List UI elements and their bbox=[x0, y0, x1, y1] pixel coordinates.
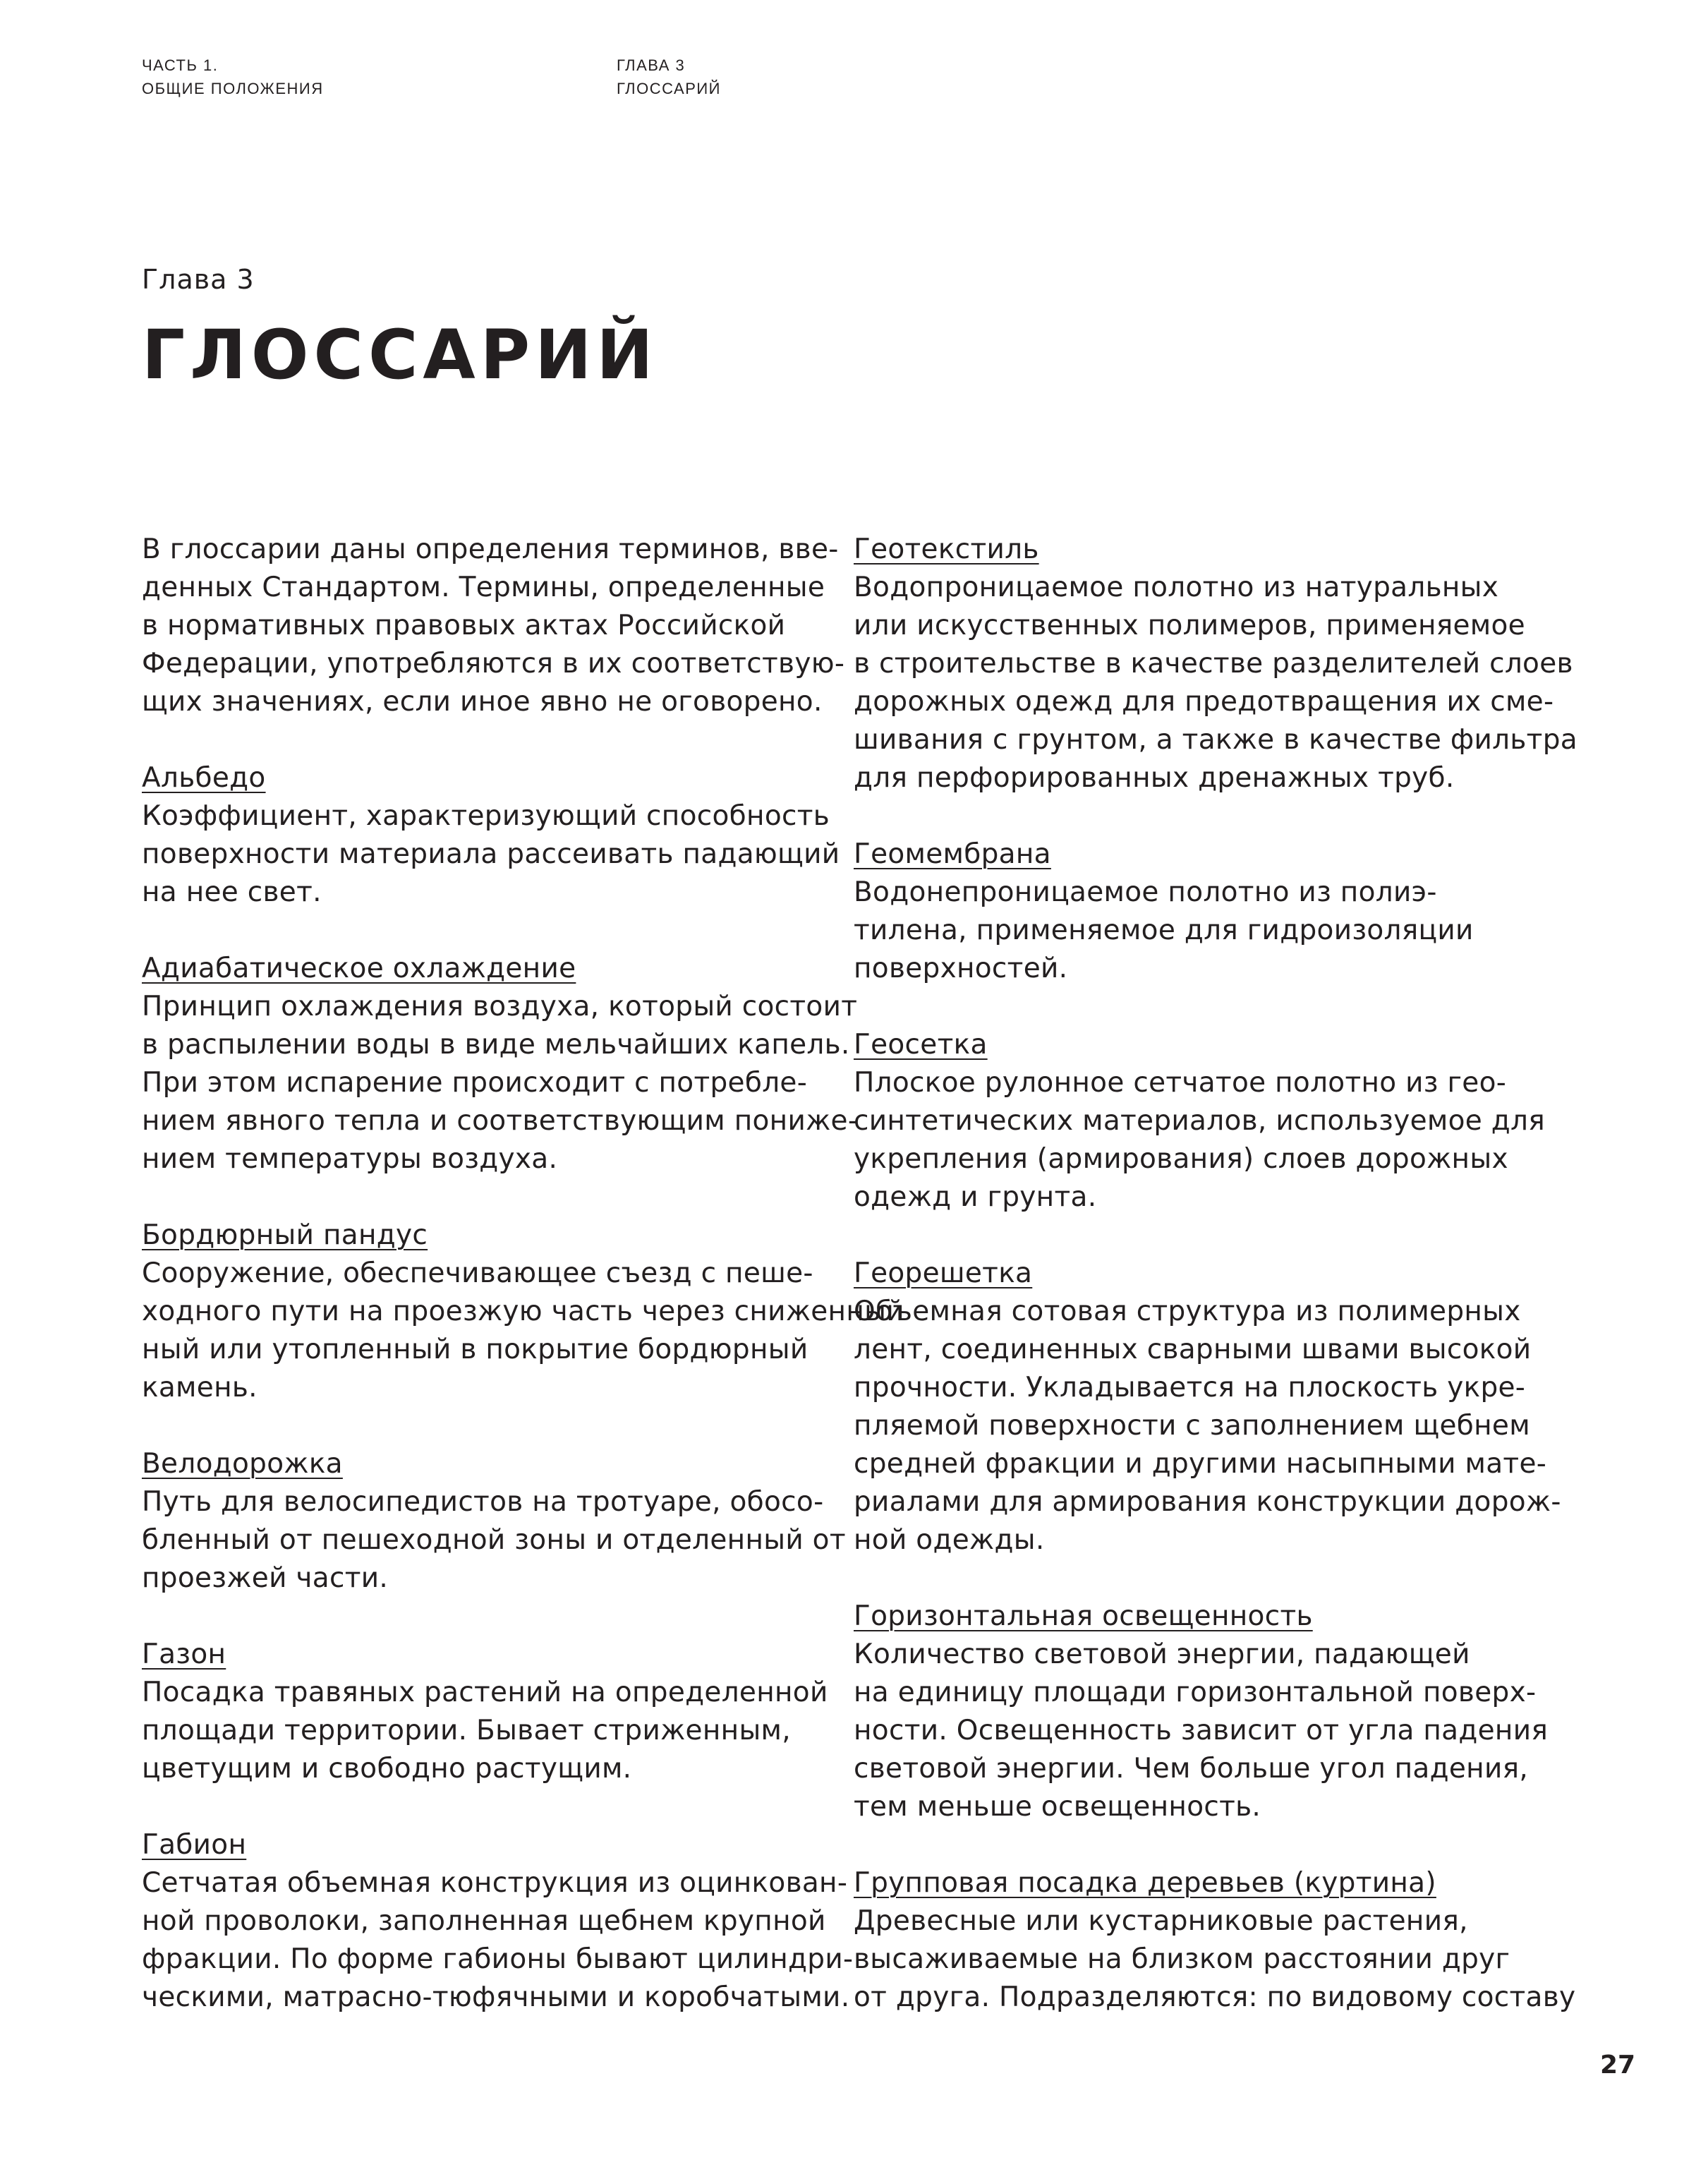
definition-line: световой энергии. Чем больше угол падения, bbox=[854, 1753, 1529, 1785]
glossary-entry-geogrid bbox=[854, 1026, 1546, 1217]
definition-line: камень. bbox=[142, 1372, 258, 1404]
glossary-term: Геосетка bbox=[854, 1029, 988, 1061]
definition-line: риалами для армирования конструкции дорож- bbox=[854, 1486, 1561, 1518]
definition-line: нием температуры воздуха. bbox=[142, 1143, 558, 1175]
definition-line: поверхности материала рассеивать падающий bbox=[142, 838, 840, 870]
page-number: 27 bbox=[1600, 2051, 1636, 2080]
definition-line: прочности. Укладывается на плоскость укре- bbox=[854, 1372, 1526, 1404]
definition-line: ходного пути на проезжую часть через сниженный bbox=[142, 1296, 904, 1327]
glossary-entry-albedo bbox=[142, 759, 840, 912]
definition-line: Коэффициент, характеризующий способность bbox=[142, 800, 830, 832]
definition-line: для перфорированных дренажных труб. bbox=[854, 762, 1455, 794]
page-title: ГЛОССАРИЙ bbox=[142, 315, 658, 394]
definition-line: или искусственных полимеров, применяемое bbox=[854, 610, 1525, 641]
definition-line: синтетических материалов, используемое для bbox=[854, 1105, 1546, 1137]
definition-line: проезжей части. bbox=[142, 1562, 389, 1594]
definition-line: Водонепроницаемое полотно из полиэ- bbox=[854, 876, 1437, 908]
glossary-entry-curb-ramp bbox=[142, 1217, 904, 1407]
definition-line: площади территории. Бывает стриженным, bbox=[142, 1715, 791, 1746]
definition-line: нием явного тепла и соответствующим пониже- bbox=[142, 1105, 859, 1137]
definition-line: Принцип охлаждения воздуха, который состоит bbox=[142, 991, 858, 1022]
definition-line: При этом испарение происходит с потребле- bbox=[142, 1067, 808, 1099]
glossary-term: Адиабатическое охлаждение bbox=[142, 953, 576, 984]
glossary-entry-horizontal-illuminance bbox=[854, 1598, 1549, 1826]
left-column bbox=[142, 531, 904, 2055]
glossary-term: Бордюрный пандус bbox=[142, 1219, 428, 1251]
definition-line: Водопроницаемое полотно из натуральных bbox=[854, 572, 1499, 603]
glossary-term: Геомембрана bbox=[854, 838, 1051, 870]
definition-line: на единицу площади горизонтальной поверх- bbox=[854, 1677, 1537, 1708]
glossary-term: Габион bbox=[142, 1829, 247, 1861]
definition-line: шивания с грунтом, а также в качестве фильтра bbox=[854, 724, 1577, 756]
intro-line: в нормативных правовых актах Российской bbox=[142, 610, 786, 641]
glossary-entry-geocell bbox=[854, 1255, 1561, 1559]
glossary-entry-adiabatic-cooling bbox=[142, 950, 859, 1178]
definition-line: ной одежды. bbox=[854, 1524, 1045, 1556]
definition-line: в строительстве в качестве разделителей слоев bbox=[854, 648, 1573, 680]
definition-line: дорожных одежд для предотвращения их сме- bbox=[854, 686, 1554, 718]
definition-line: Путь для велосипедистов на тротуаре, обосо- bbox=[142, 1486, 824, 1518]
definition-line: бленный от пешеходной зоны и отделенный от bbox=[142, 1524, 846, 1556]
definition-line: Сооружение, обеспечивающее съезд с пеше- bbox=[142, 1257, 813, 1289]
definition-line: Количество световой энергии, падающей bbox=[854, 1638, 1470, 1670]
definition-line: ный или утопленный в покрытие бордюрный bbox=[142, 1334, 808, 1365]
definition-line: тем меньше освещенность. bbox=[854, 1791, 1261, 1823]
glossary-entry-gabion bbox=[142, 1826, 854, 2017]
glossary-term: Велодорожка bbox=[142, 1448, 343, 1480]
right-column bbox=[854, 531, 1577, 2055]
definition-line: ной проволоки, заполненная щебнем крупной bbox=[142, 1905, 826, 1937]
glossary-term: Газон bbox=[142, 1638, 226, 1670]
glossary-term: Геотекстиль bbox=[854, 533, 1039, 565]
definition-line: от друга. Подразделяются: по видовому составу bbox=[854, 1981, 1576, 2013]
glossary-term: Групповая посадка деревьев (куртина) bbox=[854, 1867, 1436, 1899]
running-header-chapter-line: ГЛОССАРИЙ bbox=[617, 80, 721, 97]
definition-line: на нее свет. bbox=[142, 876, 322, 908]
definition-line: Сетчатая объемная конструкция из оцинкован- bbox=[142, 1867, 848, 1899]
definition-line: цветущим и свободно растущим. bbox=[142, 1753, 632, 1785]
glossary-term: Альбедо bbox=[142, 762, 266, 794]
running-header-chapter bbox=[617, 54, 721, 100]
glossary-entry-geotextile bbox=[854, 531, 1577, 797]
definition-line: Посадка травяных растений на определенной bbox=[142, 1677, 828, 1708]
glossary-entry-group-planting bbox=[854, 1864, 1576, 2017]
definition-line: ческими, матрасно-тюфячными и коробчатыми. bbox=[142, 1981, 850, 2013]
definition-line: укрепления (армирования) слоев дорожных bbox=[854, 1143, 1508, 1175]
running-header-part-line: ОБЩИЕ ПОЛОЖЕНИЯ bbox=[142, 80, 324, 97]
definition-line: ности. Освещенность зависит от угла падения bbox=[854, 1715, 1549, 1746]
definition-line: в распылении воды в виде мельчайших капель. bbox=[142, 1029, 850, 1061]
chapter-label: Глава 3 bbox=[142, 264, 255, 295]
definition-line: одежд и грунта. bbox=[854, 1181, 1097, 1213]
definition-line: лент, соединенных сварными швами высокой bbox=[854, 1334, 1532, 1365]
running-header-chapter-line: ГЛАВА 3 bbox=[617, 56, 686, 74]
glossary-term: Георешетка bbox=[854, 1257, 1033, 1289]
intro-line: денных Стандартом. Термины, определенные bbox=[142, 572, 825, 603]
glossary-term: Горизонтальная освещенность bbox=[854, 1600, 1313, 1632]
definition-line: Объемная сотовая структура из полимерных bbox=[854, 1296, 1521, 1327]
glossary-entry-lawn bbox=[142, 1636, 828, 1788]
definition-line: Древесные или кустарниковые растения, bbox=[854, 1905, 1468, 1937]
glossary-entry-bike-lane bbox=[142, 1445, 846, 1598]
definition-line: тилена, применяемое для гидроизоляции bbox=[854, 915, 1474, 946]
running-header-part bbox=[142, 54, 324, 100]
definition-line: средней фракции и другими насыпными мате- bbox=[854, 1448, 1547, 1480]
definition-line: фракции. По форме габионы бывают цилиндри- bbox=[142, 1943, 854, 1975]
glossary-entry-geomembrane bbox=[854, 835, 1531, 988]
definition-line: Плоское рулонное сетчатое полотно из гео- bbox=[854, 1067, 1507, 1099]
definition-line: высаживаемые на близком расстоянии друг bbox=[854, 1943, 1510, 1975]
definition-line: поверхностей. bbox=[854, 953, 1068, 984]
running-header-part-line: ЧАСТЬ 1. bbox=[142, 56, 219, 74]
intro-line: Федерации, употребляются в их соответствую- bbox=[142, 648, 845, 680]
intro-paragraph bbox=[142, 531, 845, 721]
intro-line: В глоссарии даны определения терминов, вве- bbox=[142, 533, 839, 565]
definition-line: пляемой поверхности с заполнением щебнем bbox=[854, 1410, 1530, 1442]
intro-line: щих значениях, если иное явно не оговорено. bbox=[142, 686, 823, 718]
